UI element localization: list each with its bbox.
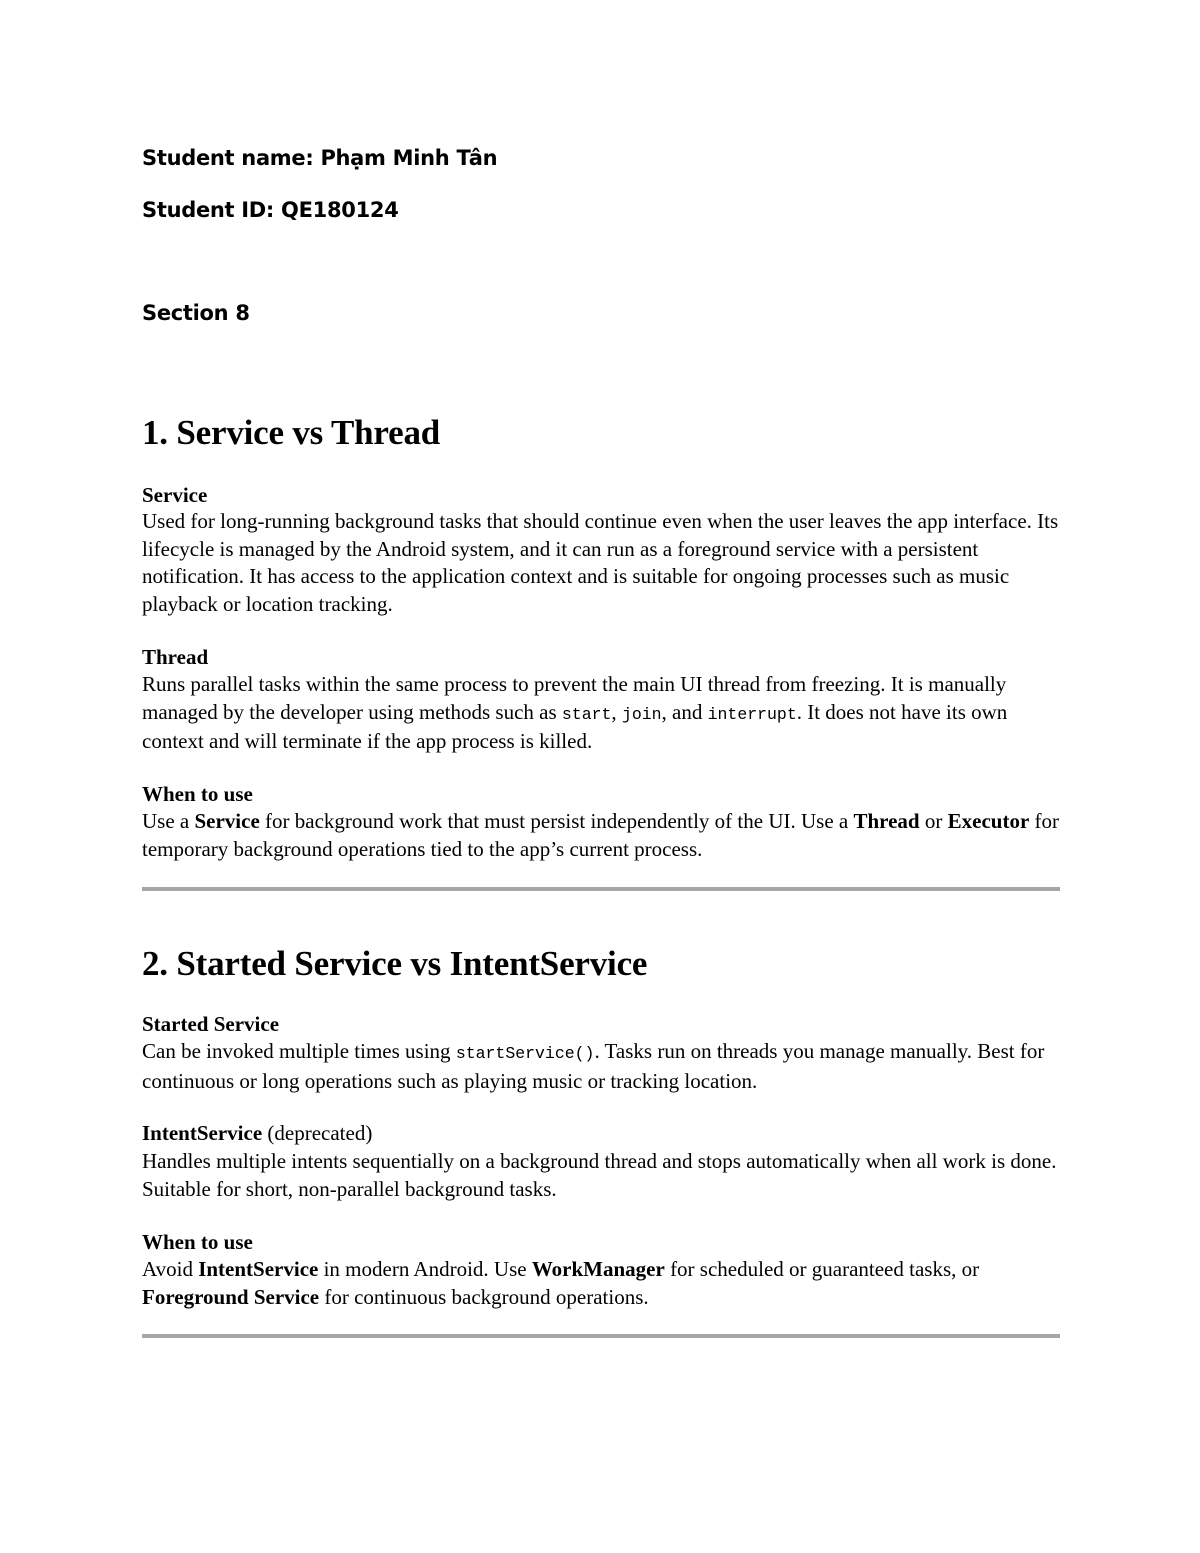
code-start: start <box>561 704 612 724</box>
code-join: join <box>621 704 662 724</box>
section-divider-2 <box>142 1334 1060 1338</box>
code-startservice: startService() <box>455 1044 595 1063</box>
when-to-use-text-1: Use a Service for background work that must persist independently of the UI. Use a Thread or Executor for temporary background operations tied to the app’s current process. <box>142 809 1060 861</box>
service-heading: Service <box>142 483 208 507</box>
section-label: Section 8 <box>142 301 250 325</box>
started-service-heading: Started Service <box>142 1012 280 1036</box>
student-name: Student name: Phạm Minh Tân <box>142 146 498 170</box>
when-to-use-text-2: Avoid IntentService in modern Android. Use WorkManager for scheduled or guaranteed tasks, or Foreground Service for continuous background operations. <box>142 1257 980 1309</box>
section-2-title: 2. Started Service vs IntentService <box>142 944 648 983</box>
section-1-title: 1. Service vs Thread <box>142 413 441 452</box>
service-description: Used for long-running background tasks that should continue even when the user leaves the app interface. Its lifecycle is managed by the Android system, and it can run as a foreground service with a persistent notification. It has access to the application context and is suitable for ongoing processes such as music playback or location tracking. <box>142 509 1059 616</box>
thread-heading: Thread <box>142 645 209 669</box>
thread-description: Runs parallel tasks within the same process to prevent the main UI thread from freezing. It is manually managed by the developer using methods such as start, join, and interrupt. It does not have its own context and will terminate if the app process is killed. <box>142 672 1008 753</box>
section-divider-1 <box>142 887 1060 891</box>
when-to-use-heading-1: When to use <box>142 782 253 806</box>
code-interrupt: interrupt <box>707 704 797 724</box>
student-id: Student ID: QE180124 <box>142 198 399 222</box>
started-service-description: Can be invoked multiple times using startService(). Tasks run on threads you manage manually. Best for continuous or long operations such as playing music or tracking location. <box>142 1039 1045 1093</box>
when-to-use-heading-2: When to use <box>142 1230 253 1254</box>
intentservice-description: Handles multiple intents sequentially on a background thread and stops automatically when all work is done. Suitable for short, non-parallel background tasks. <box>142 1149 1057 1201</box>
intentservice-heading: IntentService (deprecated) <box>142 1121 373 1145</box>
